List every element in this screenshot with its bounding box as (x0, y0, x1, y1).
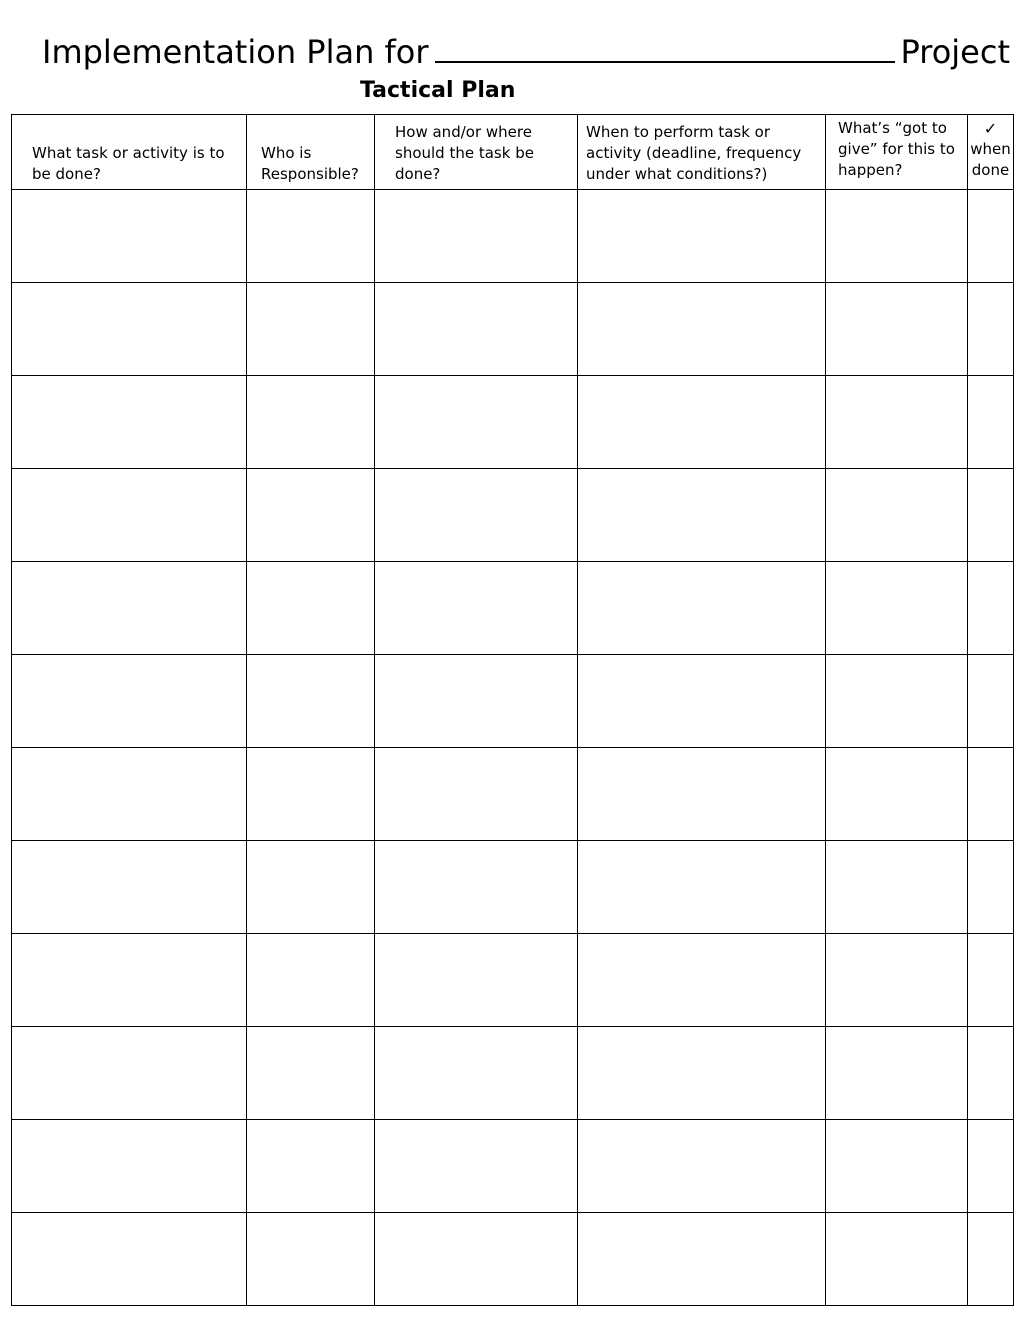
got-to-give-cell[interactable] (826, 655, 968, 748)
when-cell[interactable] (578, 934, 826, 1027)
got-to-give-cell[interactable] (826, 376, 968, 469)
table-row (12, 1120, 1014, 1213)
when-cell[interactable] (578, 283, 826, 376)
when-cell[interactable] (578, 190, 826, 283)
column-header-when: When to perform task or activity (deadline, frequency under what conditions?) (578, 115, 826, 190)
responsible-cell[interactable] (247, 748, 375, 841)
when-cell[interactable] (578, 376, 826, 469)
done-cell[interactable] (968, 1213, 1014, 1306)
table-body (12, 190, 1014, 1306)
responsible-cell[interactable] (247, 469, 375, 562)
table-header-row (12, 115, 1014, 190)
done-cell[interactable] (968, 655, 1014, 748)
table-row (12, 841, 1014, 934)
column-header-responsible: Who is Responsible? (247, 115, 375, 190)
how-where-cell[interactable] (375, 376, 578, 469)
column-header-task: What task or activity is to be done? (12, 115, 247, 190)
when-cell[interactable] (578, 841, 826, 934)
got-to-give-cell[interactable] (826, 1213, 968, 1306)
table-row (12, 376, 1014, 469)
got-to-give-cell[interactable] (826, 190, 968, 283)
how-where-cell[interactable] (375, 1120, 578, 1213)
task-cell[interactable] (12, 655, 247, 748)
responsible-cell[interactable] (247, 283, 375, 376)
table-row (12, 1027, 1014, 1120)
how-where-cell[interactable] (375, 1213, 578, 1306)
responsible-cell[interactable] (247, 562, 375, 655)
checkmark-icon: ✓ (983, 119, 998, 138)
done-cell[interactable] (968, 376, 1014, 469)
done-cell[interactable] (968, 934, 1014, 1027)
when-cell[interactable] (578, 1213, 826, 1306)
column-header-done: ✓ when done (968, 115, 1014, 190)
got-to-give-cell[interactable] (826, 469, 968, 562)
tactical-plan-table (11, 114, 1014, 1306)
how-where-cell[interactable] (375, 655, 578, 748)
task-cell[interactable] (12, 748, 247, 841)
table-row (12, 562, 1014, 655)
done-cell[interactable] (968, 190, 1014, 283)
responsible-cell[interactable] (247, 655, 375, 748)
table-row (12, 283, 1014, 376)
task-cell[interactable] (12, 190, 247, 283)
got-to-give-cell[interactable] (826, 934, 968, 1027)
task-cell[interactable] (12, 934, 247, 1027)
task-cell[interactable] (12, 1120, 247, 1213)
task-cell[interactable] (12, 283, 247, 376)
when-cell[interactable] (578, 562, 826, 655)
done-cell[interactable] (968, 1027, 1014, 1120)
task-cell[interactable] (12, 1027, 247, 1120)
table-row (12, 655, 1014, 748)
got-to-give-cell[interactable] (826, 562, 968, 655)
task-cell[interactable] (12, 376, 247, 469)
project-name-blank[interactable] (435, 31, 895, 63)
responsible-cell[interactable] (247, 934, 375, 1027)
task-cell[interactable] (12, 562, 247, 655)
done-cell[interactable] (968, 562, 1014, 655)
got-to-give-cell[interactable] (826, 1120, 968, 1213)
got-to-give-cell[interactable] (826, 841, 968, 934)
responsible-cell[interactable] (247, 190, 375, 283)
when-cell[interactable] (578, 469, 826, 562)
how-where-cell[interactable] (375, 934, 578, 1027)
task-cell[interactable] (12, 1213, 247, 1306)
how-where-cell[interactable] (375, 190, 578, 283)
how-where-cell[interactable] (375, 469, 578, 562)
column-header-got-to-give: What’s “got to give” for this to happen? (826, 115, 968, 190)
done-cell[interactable] (968, 841, 1014, 934)
table-row (12, 190, 1014, 283)
done-cell[interactable] (968, 469, 1014, 562)
table-row (12, 469, 1014, 562)
table-row (12, 1213, 1014, 1306)
done-cell[interactable] (968, 748, 1014, 841)
how-where-cell[interactable] (375, 748, 578, 841)
task-cell[interactable] (12, 841, 247, 934)
when-cell[interactable] (578, 1027, 826, 1120)
how-where-cell[interactable] (375, 841, 578, 934)
table-row (12, 934, 1014, 1027)
how-where-cell[interactable] (375, 283, 578, 376)
page-subtitle: Tactical Plan (360, 78, 516, 103)
responsible-cell[interactable] (247, 1120, 375, 1213)
how-where-cell[interactable] (375, 1027, 578, 1120)
responsible-cell[interactable] (247, 1213, 375, 1306)
when-cell[interactable] (578, 1120, 826, 1213)
page-title (42, 30, 1010, 74)
column-header-how-where: How and/or where should the task be done? (375, 115, 578, 190)
got-to-give-cell[interactable] (826, 1027, 968, 1120)
when-cell[interactable] (578, 655, 826, 748)
responsible-cell[interactable] (247, 841, 375, 934)
title-prefix: Implementation Plan for (42, 33, 429, 71)
done-cell[interactable] (968, 1120, 1014, 1213)
responsible-cell[interactable] (247, 376, 375, 469)
task-cell[interactable] (12, 469, 247, 562)
got-to-give-cell[interactable] (826, 283, 968, 376)
when-cell[interactable] (578, 748, 826, 841)
title-suffix: Project (900, 33, 1010, 71)
responsible-cell[interactable] (247, 1027, 375, 1120)
how-where-cell[interactable] (375, 562, 578, 655)
done-cell[interactable] (968, 283, 1014, 376)
got-to-give-cell[interactable] (826, 748, 968, 841)
table-row (12, 748, 1014, 841)
